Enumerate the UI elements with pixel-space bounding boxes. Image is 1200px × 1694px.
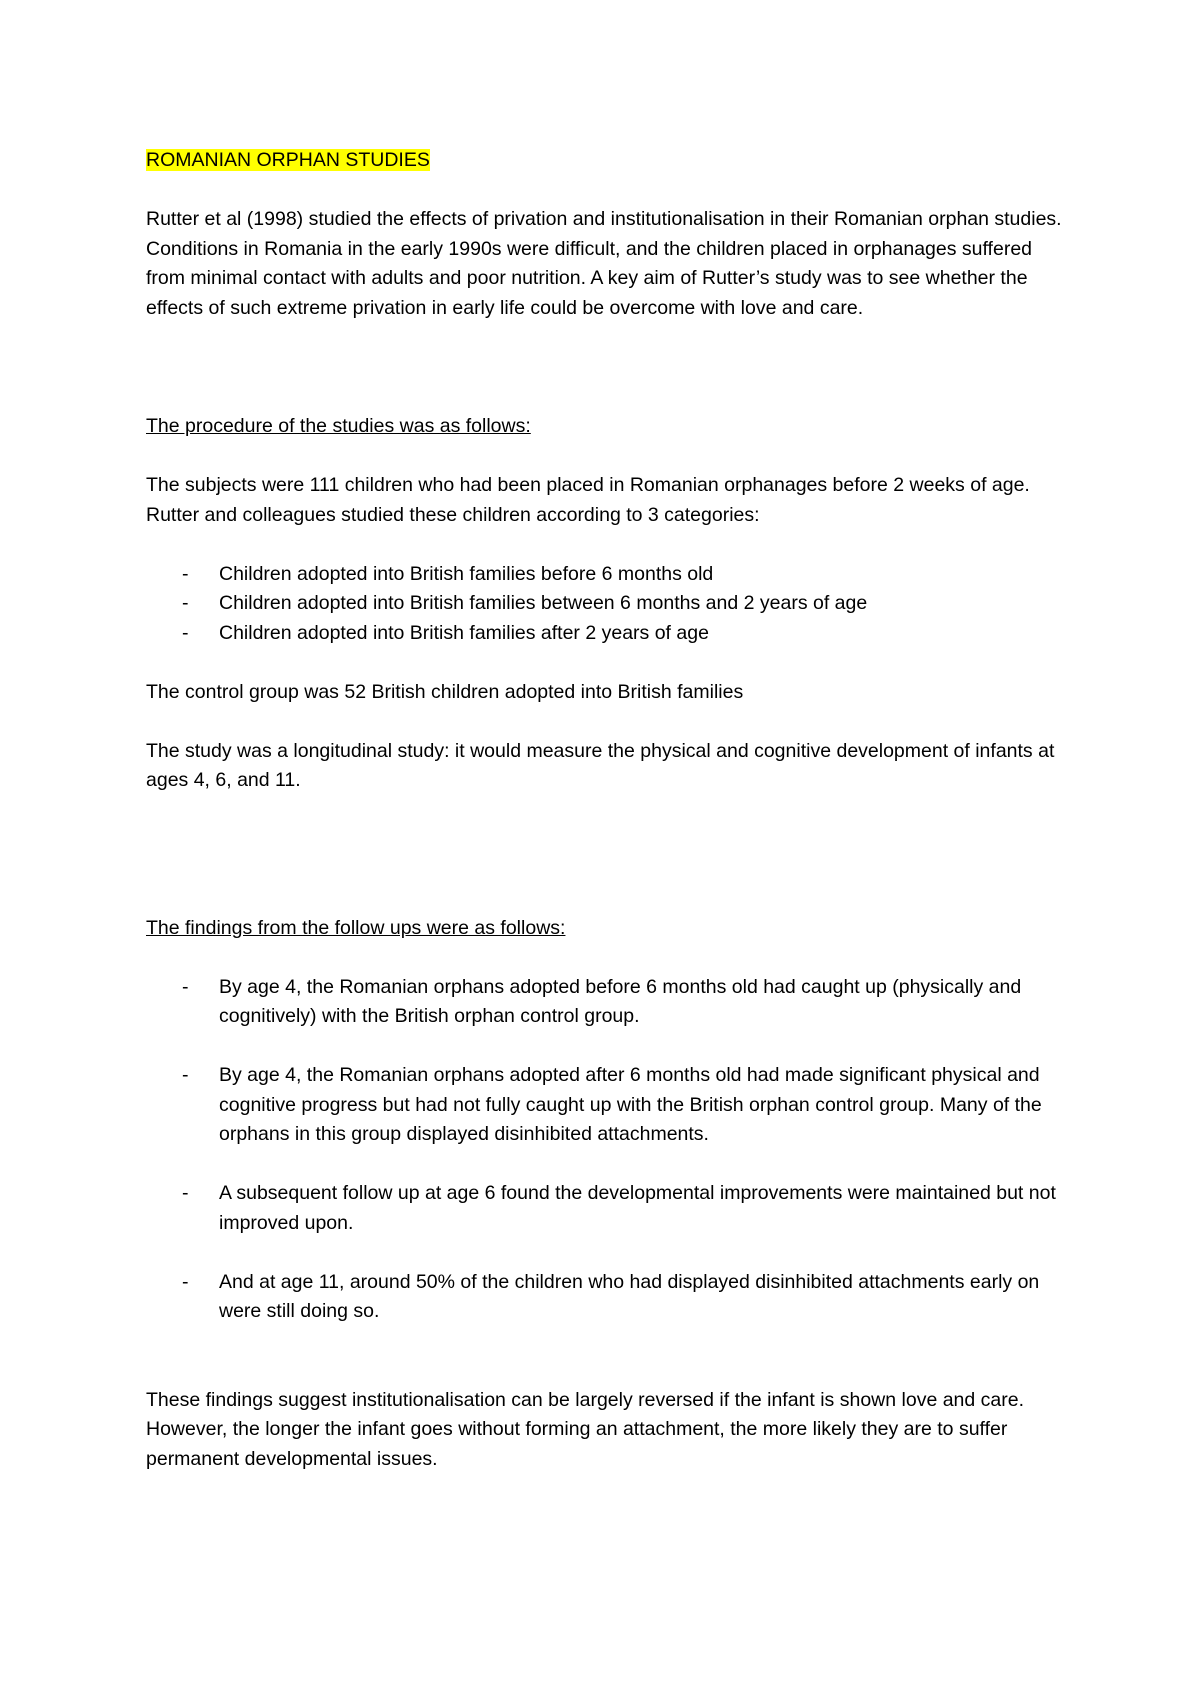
dash-marker: - [182,592,189,614]
finding-text: By age 4, the Romanian orphans adopted before 6 months old had caught up (physically and cognitively) with the British orphan control group. [219,975,1022,1027]
list-item [146,560,1076,590]
document-page [146,146,1076,1474]
conclusion-paragraph: These findings suggest institutionalisation can be largely reversed if the infant is shown love and care. However, the longer the infant goes without forming an attachment, the more likely they are to suffer permanent developmental issues. [146,1388,1025,1470]
procedure-heading: The procedure of the studies was as follows: [146,415,531,437]
dash-marker: - [182,621,189,644]
list-item [146,1061,1076,1150]
list-item [146,619,1076,649]
intro-paragraph: Rutter et al (1998) studied the effects of privation and institutionalisation in their Romanian orphan studies. Conditions in Romania in the early 1990s were difficult, and the children placed in orphanages suffered from minimal contact with adults and poor nutrition. A key aim of Rutter’s study was to see whether the effects of such extreme privation in early life could be overcome with love and care. [146,208,1062,319]
subjects-paragraph: The subjects were 111 children who had been placed in Romanian orphanages before 2 weeks of age. Rutter and colleagues studied these children according to 3 categories: [146,474,1030,526]
finding-text: A subsequent follow up at age 6 found the developmental improvements were maintained but not improved upon. [219,1182,1056,1234]
list-item [146,1268,1076,1327]
control-group-paragraph: The control group was 52 British children adopted into British families [146,680,744,703]
list-item [146,973,1076,1032]
finding-text: And at age 11, around 50% of the children who had displayed disinhibited attachments early on were still doing so. [219,1270,1040,1322]
dash-marker: - [182,1182,189,1204]
dash-marker: - [182,1270,189,1293]
dash-marker: - [182,1064,189,1086]
categories-list [146,560,1076,649]
dash-marker: - [182,562,189,585]
finding-text: By age 4, the Romanian orphans adopted after 6 months old had made significant physical and cognitive progress but had not fully caught up with the British orphan control group. Many of the orphans in this group displayed disinhibited attachments. [219,1064,1042,1145]
title-line [146,146,1076,176]
findings-heading: The findings from the follow ups were as follows: [146,916,566,939]
dash-marker: - [182,975,189,998]
category-text: Children adopted into British families before 6 months old [219,562,714,585]
findings-list [146,973,1076,1327]
category-text: Children adopted into British families between 6 months and 2 years of age [219,592,868,614]
longitudinal-paragraph: The study was a longitudinal study: it would measure the physical and cognitive development of infants at ages 4, 6, and 11. [146,739,1055,791]
category-text: Children adopted into British families after 2 years of age [219,621,709,644]
document-title: ROMANIAN ORPHAN STUDIES [146,149,430,171]
list-item [146,589,1076,619]
list-item [146,1179,1076,1238]
